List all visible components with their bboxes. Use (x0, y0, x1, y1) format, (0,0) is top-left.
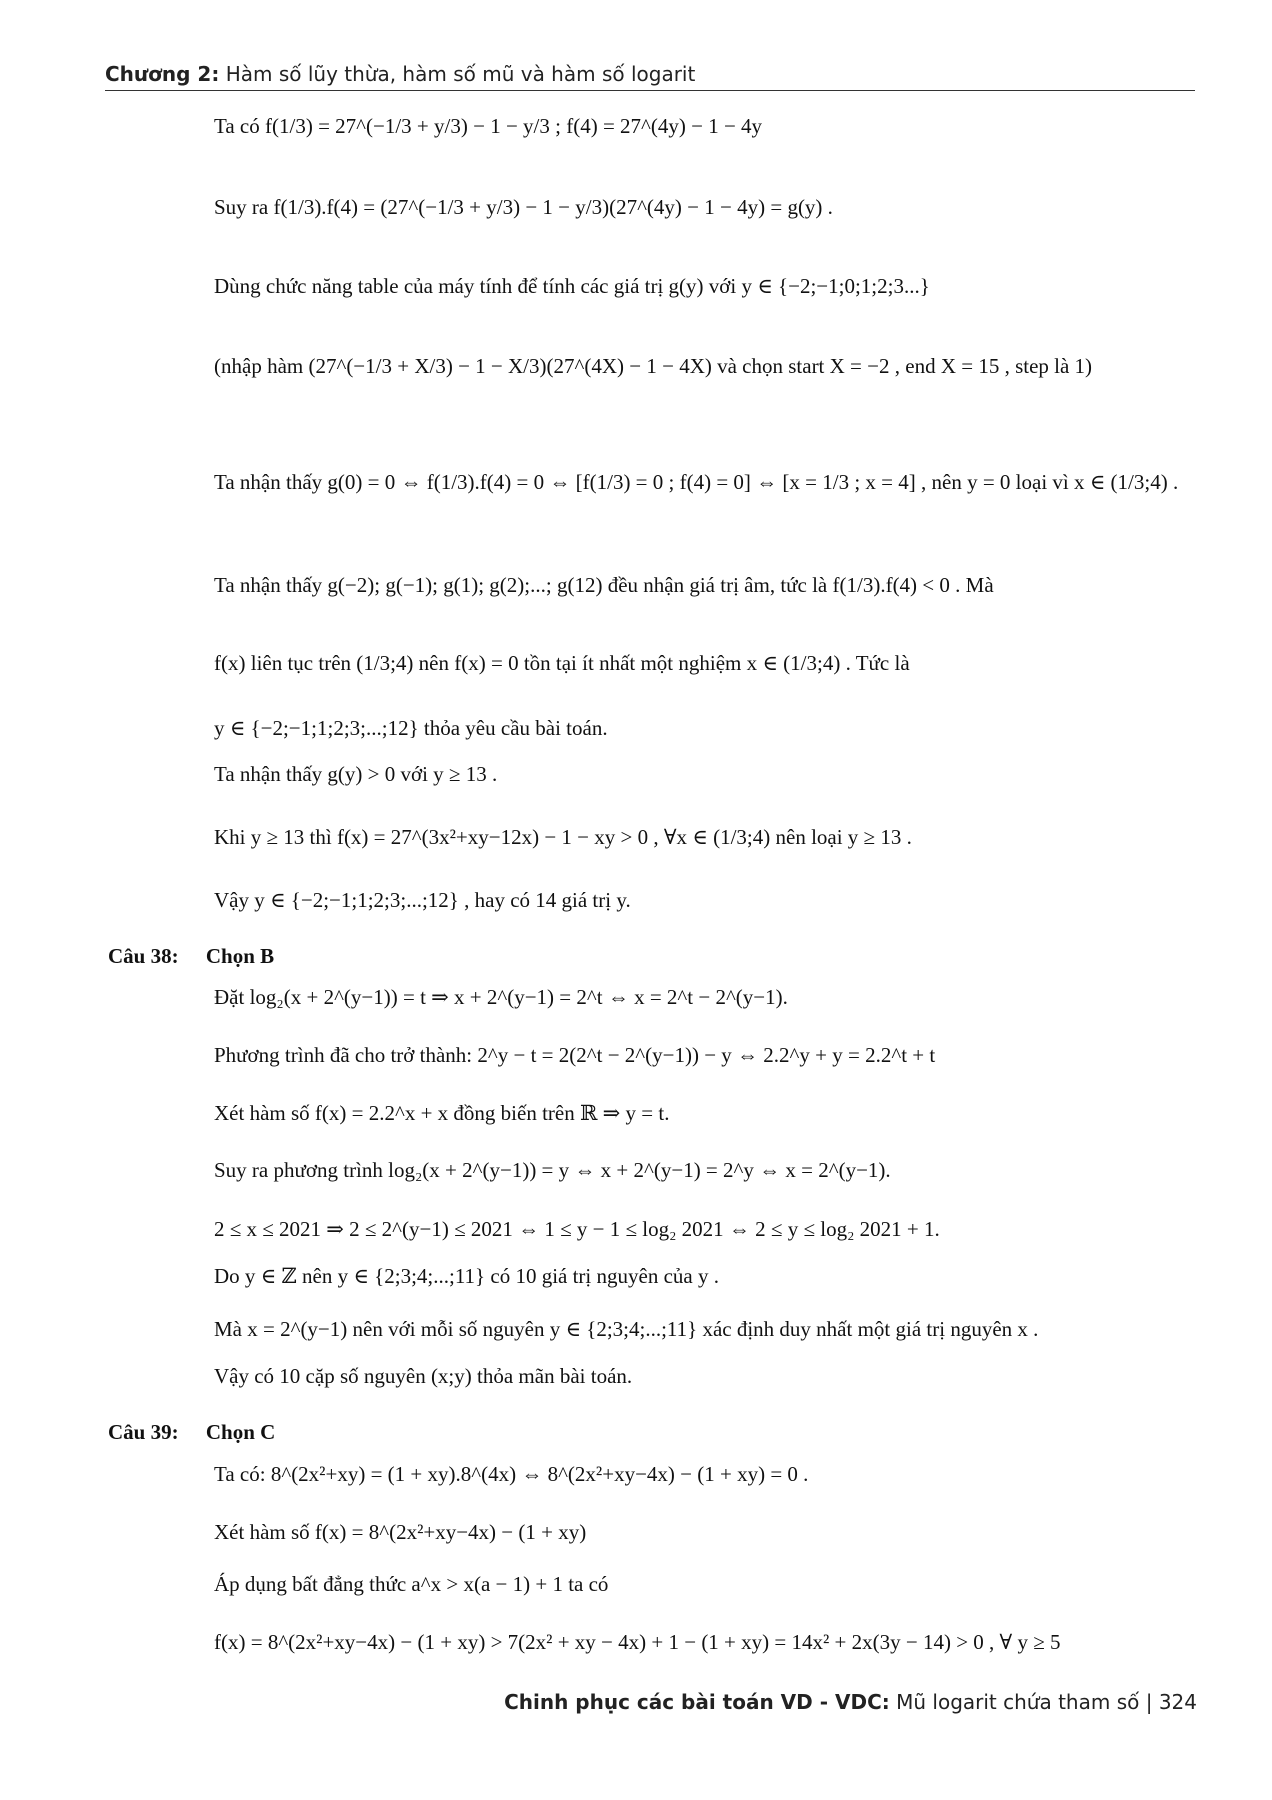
line-23: f(x) = 8^(2x²+xy−4x) − (1 + xy) > 7(2x² + xy − 4x) + 1 − (1 + xy) = 14x² + 2x(3y − 14) > 0 , ∀ y ≥ 5 (214, 1630, 1061, 1654)
line-9: Ta nhận thấy g(y) > 0 với y ≥ 13 . (214, 762, 498, 786)
line-4: (nhập hàm (27^(−1/3 + X/3) − 1 − X/3)(27^(4X) − 1 − 4X) và chọn start X = −2 , end X = 15 , step là 1) (214, 354, 1093, 378)
line-7: f(x) liên tục trên (1/3;4) nên f(x) = 0 tồn tại ít nhất một nghiệm x ∈ (1/3;4) . Tức là (214, 651, 910, 675)
line-3: Dùng chức năng table của máy tính để tính các giá trị g(y) với y ∈ {−2;−1;0;1;2;3...} (214, 274, 930, 298)
question-39-number: Câu 39: (108, 1420, 179, 1444)
line-10: Khi y ≥ 13 thì f(x) = 27^(3x²+xy−12x) − 1 − xy > 0 , ∀x ∈ (1/3;4) nên loại y ≥ 13 . (214, 825, 912, 849)
chapter-label: Chương 2: (105, 62, 220, 86)
question-39-heading (108, 1420, 275, 1445)
question-38-number: Câu 38: (108, 944, 179, 968)
line-16: 2 ≤ x ≤ 2021 ⇒ 2 ≤ 2^(y−1) ≤ 2021 ⇔ 1 ≤ y − 1 ≤ log₂ 2021 ⇔ 2 ≤ y ≤ log₂ 2021 + 1. (214, 1217, 940, 1241)
question-38-heading (108, 944, 274, 969)
line-12: Đặt log₂(x + 2^(y−1)) = t ⇒ x + 2^(y−1) = 2^t ⇔ x = 2^t − 2^(y−1). (214, 985, 788, 1009)
line-19: Vậy có 10 cặp số nguyên (x;y) thỏa mãn bài toán. (214, 1364, 633, 1388)
line-11: Vậy y ∈ {−2;−1;1;2;3;...;12} , hay có 14 giá trị y. (214, 888, 631, 912)
book-title: Chinh phục các bài toán VD - VDC: (504, 1690, 890, 1714)
line-14: Xét hàm số f(x) = 2.2^x + x đồng biến trên ℝ ⇒ y = t. (214, 1101, 670, 1125)
book-subtitle: Mũ logarit chứa tham số (896, 1690, 1140, 1714)
line-6: Ta nhận thấy g(−2); g(−1); g(1); g(2);...; g(12) đều nhận giá trị âm, tức là f(1/3).f(4) < 0 . Mà (214, 573, 994, 597)
line-8: y ∈ {−2;−1;1;2;3;...;12} thỏa yêu cầu bài toán. (214, 716, 608, 740)
line-17: Do y ∈ ℤ nên y ∈ {2;3;4;...;11} có 10 giá trị nguyên của y . (214, 1264, 719, 1288)
line-22: Áp dụng bất đẳng thức a^x > x(a − 1) + 1 ta có (214, 1572, 609, 1596)
line-18: Mà x = 2^(y−1) nên với mỗi số nguyên y ∈ {2;3;4;...;11} xác định duy nhất một giá trị nguyên x . (214, 1317, 1039, 1341)
question-38-answer: Chọn B (205, 944, 275, 968)
page-number: | 324 (1145, 1690, 1197, 1714)
line-5: Ta nhận thấy g(0) = 0 ⇔ f(1/3).f(4) = 0 ⇔ [f(1/3) = 0 ; f(4) = 0] ⇔ [x = 1/3 ; x = 4] , nên y = 0 loại vì x ∈ (1/3;4) . (214, 470, 1179, 494)
page-footer (504, 1690, 1197, 1714)
line-15: Suy ra phương trình log₂(x + 2^(y−1)) = y ⇔ x + 2^(y−1) = 2^y ⇔ x = 2^(y−1). (214, 1158, 891, 1182)
line-21: Xét hàm số f(x) = 8^(2x²+xy−4x) − (1 + xy) (214, 1520, 587, 1544)
line-13: Phương trình đã cho trở thành: 2^y − t = 2(2^t − 2^(y−1)) − y ⇔ 2.2^y + y = 2.2^t + t (214, 1043, 936, 1067)
question-39-answer: Chọn C (205, 1420, 276, 1444)
line-20: Ta có: 8^(2x²+xy) = (1 + xy).8^(4x) ⇔ 8^(2x²+xy−4x) − (1 + xy) = 0 . (214, 1462, 809, 1486)
line-2: Suy ra f(1/3).f(4) = (27^(−1/3 + y/3) − 1 − y/3)(27^(4y) − 1 − 4y) = g(y) . (214, 195, 833, 219)
line-1: Ta có f(1/3) = 27^(−1/3 + y/3) − 1 − y/3 ; f(4) = 27^(4y) − 1 − 4y (214, 114, 763, 138)
page-header (105, 62, 1195, 91)
chapter-title: Hàm số lũy thừa, hàm số mũ và hàm số logarit (225, 62, 696, 86)
